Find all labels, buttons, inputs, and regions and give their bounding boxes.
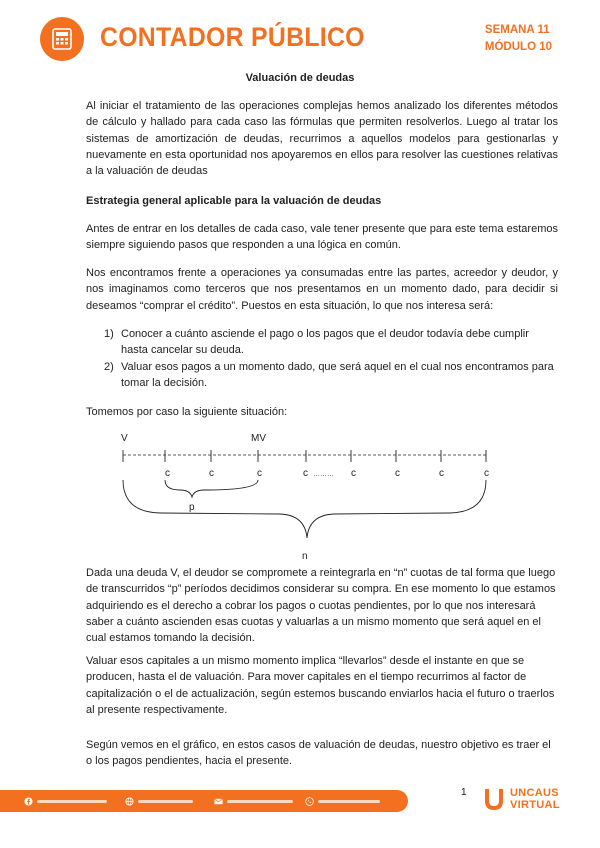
- cuota-label: c: [439, 468, 444, 479]
- brace-p: [165, 480, 258, 497]
- section-heading: Estrategia general aplicable para la valuación de deudas: [86, 195, 382, 207]
- globe-icon: [125, 797, 134, 806]
- footer-facebook[interactable]: [24, 796, 107, 806]
- intro-paragraph: Al iniciar el tratamiento de las operaciones complejas hemos analizado los diferentes métodos de cálculo y hallado para cada caso las fórmulas que permiten resolverlos. Luego al tratar los sistemas de amortización de deudas, recurrimos a aquellos modelos para gestionarlas y nuevamente en esta oportunidad nos apoyaremos en ellos para resolver las cuestiones relativas a la valuación de deudas: [86, 100, 558, 178]
- list-number: 2): [104, 361, 114, 373]
- footer-website[interactable]: [125, 796, 193, 806]
- label-n: n: [302, 551, 308, 562]
- brace-n: [123, 480, 486, 538]
- week-label: SEMANA 11: [484, 24, 550, 36]
- label-p: p: [189, 502, 195, 513]
- paragraph-4: Dada una deuda V, el deudor se compromete a reintegrarla en “n” cuotas de tal forma que luego de transcurridos “p” períodos decidimos considerar su compra. En ese momento lo que estamos adquiriendo es el derecho a cobrar los pagos o cuotas pendientes, por lo que nos interesará saber a cuánto ascienden esas cuotas y valuarlas a un mismo momento que será aquel en el cual estamos tomando la decisión.: [86, 567, 556, 645]
- cuota-label: c: [303, 468, 308, 479]
- footer-email[interactable]: [214, 796, 293, 806]
- label-mv: MV: [251, 433, 266, 444]
- course-title: CONTADOR PÚBLICO: [100, 22, 365, 52]
- facebook-icon: [24, 797, 33, 806]
- paragraph-2: Nos encontramos frente a operaciones ya consumadas entre las partes, acreedor y deudor, y nos imaginamos como terceros que nos presentamos en un momento dado, para decidir si deseamos “comprar el crédito”. Puestos en esta situación, lo que nos interesa será:: [86, 267, 558, 312]
- footer-phone[interactable]: [305, 796, 380, 806]
- footer-bar: [0, 790, 408, 812]
- list-text: Conocer a cuánto asciende el pago o los pagos que el deudor todavía debe cumplir hasta cancelar su deuda.: [121, 328, 529, 357]
- uncaus-logo: [484, 787, 560, 813]
- paragraph-6: Según vemos en el gráfico, en estos casos de valuación de deudas, nuestro objetivo es traer el o los pagos pendientes, hacia el presente.: [86, 739, 551, 768]
- logo-line-2: VIRTUAL: [510, 799, 560, 811]
- list-number: 1): [104, 328, 114, 340]
- cuota-label: c: [484, 468, 489, 479]
- paragraph-1: Antes de entrar en los detalles de cada caso, vale tener presente que para este tema estaremos siempre siguiendo pasos que responden a una lógica en común.: [86, 223, 558, 252]
- cuota-label: c: [351, 468, 356, 479]
- ellipsis-label: ………: [313, 471, 334, 478]
- label-v: V: [121, 433, 128, 444]
- phone-icon: [305, 797, 314, 806]
- page-number: 1: [461, 787, 467, 798]
- cuota-label: c: [257, 468, 262, 479]
- cuota-label: c: [165, 468, 170, 479]
- list-text: Valuar esos pagos a un momento dado, que será aquel en el cual nos encontramos para tomar la decisión.: [121, 361, 554, 390]
- uncaus-logo-icon: [484, 787, 504, 813]
- cuota-label: c: [209, 468, 214, 479]
- paragraph-5: Valuar esos capitales a un mismo momento implica “llevarlos” desde el instante en que se producen, hasta el de valuación. Para mover capitales en el tiempo recurrimos al factor de capitalización o el de actualización, según estemos buscando enviarlos hacia el futuro o traerlos al presente respectivamente.: [86, 655, 555, 716]
- cuota-label: c: [395, 468, 400, 479]
- module-label: MÓDULO 10: [484, 41, 552, 53]
- logo-line-1: UNCAUS: [510, 787, 559, 799]
- email-icon: [214, 797, 223, 806]
- document-title: Valuación de deudas: [245, 72, 355, 84]
- paragraph-3: Tomemos por caso la siguiente situación:: [86, 406, 288, 418]
- timeline-ticks: [123, 450, 486, 462]
